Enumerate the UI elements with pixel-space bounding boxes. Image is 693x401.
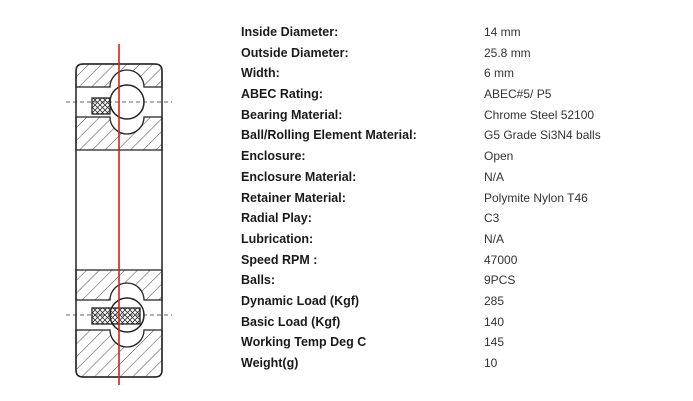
spec-value: G5 Grade Si3N4 balls (484, 128, 601, 143)
spec-label: Ball/Rolling Element Material: (241, 128, 417, 143)
spec-value: Chrome Steel 52100 (484, 107, 595, 122)
spec-row (241, 44, 681, 65)
spec-label: Retainer Material: (241, 190, 346, 205)
spec-label: Inside Diameter: (241, 25, 339, 39)
bearing-cross-section-drawing (0, 0, 230, 401)
spec-label: ABEC Rating: (241, 87, 323, 102)
spec-value: Open (484, 149, 514, 164)
spec-value: 145 (484, 335, 505, 350)
retainer-bottom (92, 308, 140, 324)
spec-value: N/A (484, 231, 505, 246)
spec-value: ABEC#5/ P5 (484, 87, 552, 102)
spec-row (241, 354, 681, 375)
spec-value: Polymite Nylon T46 (484, 190, 588, 205)
spec-label: Working Temp Deg C (241, 335, 367, 350)
spec-value: 47000 (484, 252, 518, 267)
spec-row (241, 333, 681, 354)
retainer-top (92, 98, 110, 114)
spec-row (241, 292, 681, 313)
spec-label: Enclosure Material: (241, 169, 357, 184)
spec-label: Dynamic Load (Kgf) (241, 293, 360, 308)
spec-value: 6 mm (484, 66, 514, 81)
spec-value: 285 (484, 293, 505, 308)
spec-label: Balls: (241, 273, 276, 288)
spec-value: C3 (484, 211, 500, 226)
spec-row (241, 271, 681, 292)
spec-label: Width: (241, 66, 280, 81)
spec-value: 14 mm (484, 25, 521, 39)
spec-row (241, 313, 681, 334)
spec-label: Weight(g) (241, 356, 299, 370)
spec-label: Enclosure: (241, 149, 306, 164)
spec-value: 140 (484, 314, 505, 329)
spec-value: 25.8 mm (484, 45, 531, 60)
spec-value: 9PCS (484, 273, 516, 288)
spec-label: Bearing Material: (241, 107, 343, 122)
spec-row (241, 189, 681, 210)
spec-label: Basic Load (Kgf) (241, 314, 341, 329)
spec-value: 10 (484, 356, 498, 370)
spec-row (241, 168, 681, 189)
spec-row (241, 147, 681, 168)
spec-row (241, 209, 681, 230)
spec-row (241, 64, 681, 85)
spec-label: Radial Play: (241, 211, 312, 226)
spec-row (241, 85, 681, 106)
spec-row (241, 126, 681, 147)
spec-row (241, 230, 681, 251)
spec-row (241, 251, 681, 272)
spec-row (241, 23, 681, 44)
spec-value: N/A (484, 169, 505, 184)
spec-label: Speed RPM : (241, 252, 318, 267)
spec-table (241, 23, 681, 375)
spec-row (241, 106, 681, 127)
spec-label: Outside Diameter: (241, 45, 349, 60)
spec-label: Lubrication: (241, 231, 314, 246)
